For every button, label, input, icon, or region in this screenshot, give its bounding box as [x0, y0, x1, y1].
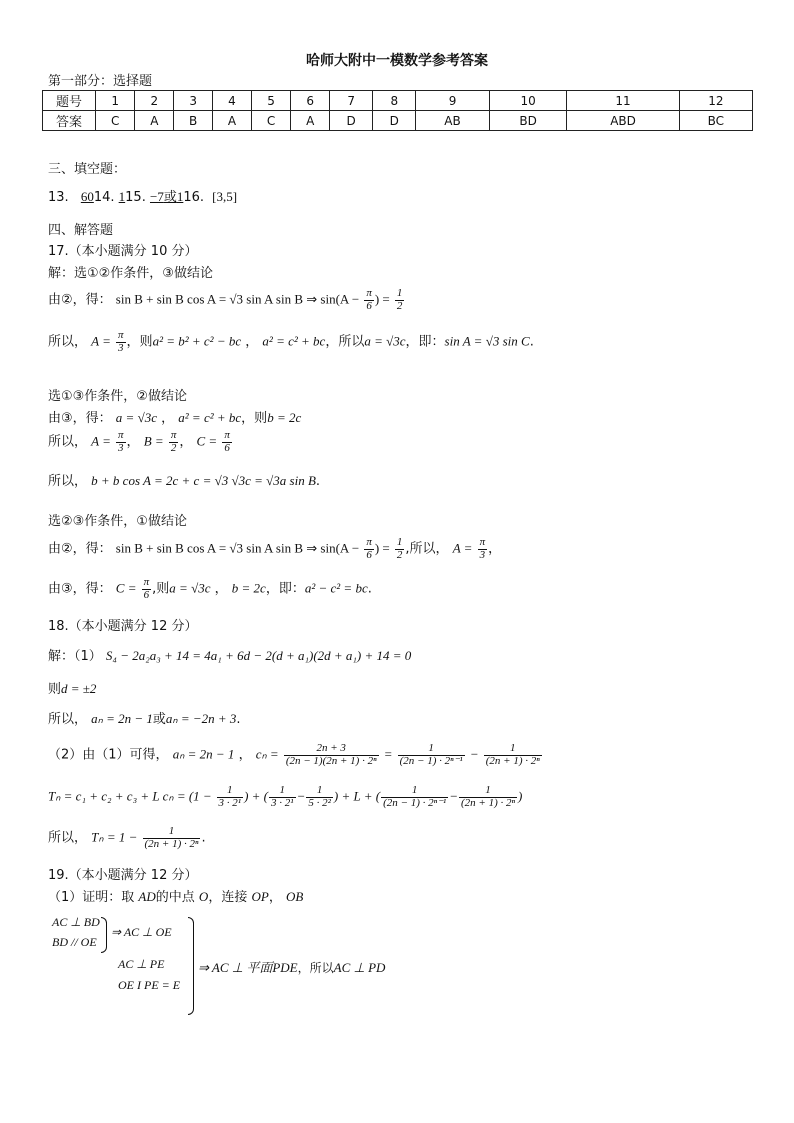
- fraction-tn: [143, 826, 201, 850]
- question-number-8: 8: [373, 91, 416, 111]
- fill-in-answers: [48, 186, 237, 205]
- denominator: (2n − 1) · 2ⁿ⁻¹: [399, 754, 463, 767]
- equation: b + b cos A = 2c + c = √3 √3c = √3a sin B: [91, 473, 316, 488]
- question-number-5: 5: [251, 91, 290, 111]
- fraction-cn: [284, 743, 379, 767]
- q17-case2-line2: [48, 430, 233, 454]
- denominator: 6: [224, 441, 230, 454]
- denominator: (2n + 1) · 2ⁿ: [144, 837, 199, 850]
- fraction-1-2: [395, 537, 405, 561]
- text: 或: [152, 712, 166, 727]
- fraction-pi-3: [116, 430, 126, 454]
- numerator: 1: [143, 826, 201, 839]
- q19-part1-line1: [48, 886, 303, 905]
- part4-label: 四、解答题: [48, 223, 114, 238]
- denominator: 3: [118, 341, 124, 354]
- numerator: π: [143, 576, 150, 588]
- equation: =: [383, 746, 393, 762]
- equation: b = 2c: [231, 580, 266, 596]
- q19-r2: BD // OE: [52, 935, 97, 949]
- q17-case3-line1: [48, 537, 501, 561]
- question-number-4: 4: [213, 91, 252, 111]
- q18-heading: 18.（本小题满分 12 分）: [48, 619, 198, 634]
- answer-11: ABD: [567, 111, 679, 131]
- numerator: 1: [381, 785, 448, 798]
- table-row-numbers: [43, 91, 753, 111]
- denominator: 3: [118, 441, 124, 454]
- question-number-12: 12: [679, 91, 752, 111]
- question-number-11: 11: [567, 91, 679, 111]
- equation: aₙ = 2n − 1: [91, 711, 153, 726]
- part1-label: 第一部分：选择题: [48, 74, 153, 89]
- equation: ) + (: [244, 788, 269, 804]
- denominator: (2n + 1) · 2ⁿ: [460, 796, 515, 809]
- q13-answer: 60: [80, 189, 94, 204]
- text: 由③，得：: [48, 581, 112, 597]
- row-label-number: 题号: [43, 91, 96, 111]
- equation: ) =: [374, 291, 390, 307]
- fraction-pi-6: [222, 430, 232, 454]
- q18-part2-line3: [48, 826, 206, 850]
- equation: S₄ − 2a₂a₃ + 14 = 4a₁ + 6d − 2(d + a₁)(2d + a₁) + 14 = 0: [105, 648, 412, 663]
- text: ，则: [126, 334, 153, 350]
- numerator: 1: [398, 743, 465, 756]
- fraction-term2: [484, 743, 542, 767]
- text: .: [201, 830, 206, 846]
- equation: O: [198, 889, 209, 904]
- denominator: 2: [396, 299, 403, 312]
- q16-num: 16.: [183, 190, 205, 205]
- q19-r6-line: [198, 957, 385, 976]
- q16-answer: [3,5]: [212, 189, 238, 204]
- fraction-term1: [398, 743, 465, 767]
- text: ，: [245, 334, 259, 350]
- part3-label: 三、填空题：: [48, 162, 127, 177]
- text: .: [236, 712, 241, 727]
- equation: C =: [115, 580, 137, 596]
- equation: B =: [143, 433, 164, 449]
- table-row-answers: [43, 111, 753, 131]
- text: 的中点: [155, 890, 195, 905]
- answer-10: BD: [489, 111, 567, 131]
- q14-num: 14.: [93, 190, 115, 205]
- fraction-f5: [459, 785, 517, 809]
- text: （2）由（1）可得，: [48, 747, 169, 763]
- q18-part1-line2: [48, 678, 96, 697]
- q17-case1-line1: [48, 288, 405, 312]
- equation: A =: [91, 433, 111, 449]
- numerator: π: [118, 429, 124, 441]
- page-title: 哈师大附中一模数学参考答案: [306, 53, 488, 69]
- denominator: 2: [170, 441, 177, 454]
- equation: ): [517, 788, 523, 804]
- text: 由②，得：: [48, 541, 112, 557]
- numerator: π: [118, 329, 124, 341]
- text: 由③，得：: [48, 411, 112, 426]
- question-number-10: 10: [489, 91, 567, 111]
- denominator: 5 · 2²: [308, 796, 331, 809]
- equation: sin B + sin B cos A = √3 sin A sin B ⇒ sin(A −: [115, 540, 360, 556]
- text: ,所以，: [405, 541, 449, 557]
- text: .: [529, 334, 534, 350]
- q17-heading: 17.（本小题满分 10 分）: [48, 244, 198, 259]
- text: 解：（1）: [48, 649, 102, 664]
- denominator: 3: [479, 548, 486, 561]
- fraction-f3: [306, 785, 333, 809]
- text: 所以，: [48, 474, 88, 489]
- q13-num: 13.: [48, 190, 69, 205]
- answer-12: BC: [679, 111, 752, 131]
- equation: −: [449, 788, 458, 804]
- fraction-pi-6: [364, 288, 374, 312]
- equation: aₙ = −2n + 3: [165, 711, 237, 726]
- equation: a² − c² = bc: [304, 580, 368, 596]
- text: ，: [161, 411, 175, 426]
- equation: d = ±2: [61, 681, 97, 696]
- numerator: π: [224, 429, 230, 441]
- denominator: (2n − 1)(2n + 1) · 2ⁿ: [285, 754, 377, 767]
- answer-1: C: [96, 111, 135, 131]
- equation: Tₙ = 1 −: [91, 829, 138, 845]
- q19-r1: AC ⊥ BD: [52, 915, 100, 929]
- q15-answer-a: −7: [149, 189, 164, 204]
- denominator: 3 · 2¹: [271, 796, 294, 809]
- numerator: 1: [484, 743, 542, 756]
- q18-part1-line3: [48, 708, 241, 727]
- equation: −: [296, 788, 306, 804]
- question-number-6: 6: [291, 91, 330, 111]
- fraction-f2: [269, 785, 296, 809]
- text: ，: [214, 581, 228, 597]
- numerator: 1: [306, 785, 333, 798]
- answer-4: A: [213, 111, 252, 131]
- question-number-7: 7: [330, 91, 373, 111]
- denominator: 6: [143, 588, 150, 601]
- text: 所以，: [48, 334, 88, 350]
- text: ,则: [152, 581, 170, 597]
- denominator: 2: [396, 548, 403, 561]
- fraction-pi-2: [169, 430, 179, 454]
- numerator: π: [366, 536, 372, 548]
- q15-answer-b: 1: [176, 189, 184, 204]
- answer-5: C: [251, 111, 290, 131]
- equation: AD: [138, 889, 156, 904]
- equation: a = √3c: [115, 410, 157, 425]
- text: .: [367, 581, 372, 597]
- q19-heading: 19.（本小题满分 12 分）: [48, 868, 198, 883]
- text: ，连接: [208, 890, 248, 905]
- equation: A =: [452, 540, 473, 556]
- equation: OB: [285, 889, 304, 904]
- answer-table: [42, 90, 753, 131]
- question-number-1: 1: [96, 91, 135, 111]
- fraction-pi-3: [478, 537, 488, 561]
- equation: sin B + sin B cos A = √3 sin A sin B ⇒ sin(A −: [115, 291, 360, 307]
- numerator: π: [170, 429, 177, 441]
- q15-num: 15.: [125, 190, 146, 205]
- numerator: 1: [269, 785, 296, 798]
- text: ，所以: [297, 961, 334, 975]
- equation: C =: [196, 433, 218, 449]
- equation: ) + L + (: [333, 788, 381, 804]
- numerator: 1: [396, 536, 403, 548]
- equation: Tₙ = c₁ + c₂ + c₃ + L cₙ = (1 −: [48, 788, 212, 804]
- numerator: π: [479, 536, 486, 548]
- q17-case2-line1: [48, 407, 301, 426]
- fraction-f4: [381, 785, 448, 809]
- text: ，即：: [405, 334, 445, 350]
- numerator: 2n + 3: [284, 743, 379, 756]
- denominator: 6: [366, 548, 372, 561]
- q17-case3-title: 选②③作条件，①做结论: [48, 514, 187, 529]
- fraction-pi-3: [116, 330, 126, 354]
- equation: −: [469, 746, 479, 762]
- row-label-answer: 答案: [43, 111, 96, 131]
- equation: a² = b² + c² − bc: [152, 333, 242, 349]
- fraction-1-2: [395, 288, 405, 312]
- q19-r3: ⇒ AC ⊥ OE: [111, 925, 172, 939]
- text: ，: [179, 434, 193, 450]
- text: ，则: [241, 411, 268, 426]
- question-number-3: 3: [174, 91, 213, 111]
- q17-case1-line2: [48, 330, 534, 354]
- numerator: 1: [459, 785, 517, 798]
- numerator: π: [366, 287, 372, 299]
- text: 由②，得：: [48, 292, 112, 308]
- numerator: 1: [217, 785, 244, 798]
- brace-large: [188, 917, 194, 1015]
- text: 所以，: [48, 830, 88, 846]
- q17-case2-line3: [48, 470, 320, 489]
- text: ，即：: [265, 581, 305, 597]
- text: 所以，: [48, 434, 88, 450]
- text: （1）证明：取: [48, 890, 135, 905]
- q18-part2-line1: [48, 743, 543, 767]
- denominator: 6: [366, 299, 372, 312]
- equation: a² = c² + bc: [178, 410, 242, 425]
- answer-6: A: [291, 111, 330, 131]
- question-number-9: 9: [416, 91, 489, 111]
- q17-case1-title: 解：选①②作条件，③做结论: [48, 266, 213, 281]
- q18-part1-line1: [48, 645, 411, 664]
- fraction-pi-6: [364, 537, 374, 561]
- brace-small: [101, 917, 107, 953]
- equation: b = 2c: [267, 410, 302, 425]
- denominator: 3 · 2¹: [218, 796, 242, 809]
- equation: ⇒ AC ⊥ 平面PDE: [198, 960, 298, 975]
- denominator: (2n − 1) · 2ⁿ⁻¹: [383, 796, 447, 809]
- text: ，所以: [325, 334, 365, 350]
- q19-r5: OE I PE = E: [118, 978, 181, 992]
- answer-8: D: [373, 111, 416, 131]
- equation: AC ⊥ PD: [333, 960, 386, 975]
- text: ，: [238, 747, 252, 763]
- text: ，: [268, 890, 282, 905]
- q14-answer: 1: [118, 189, 126, 204]
- equation: cₙ =: [255, 746, 279, 762]
- q17-case2-title: 选①③作条件，②做结论: [48, 389, 187, 404]
- equation: ) =: [374, 540, 390, 556]
- fraction-pi-6: [142, 577, 152, 601]
- equation: OP: [251, 889, 269, 904]
- numerator: 1: [396, 287, 403, 299]
- equation: sin A = √3 sin C: [444, 333, 530, 349]
- q19-r4: AC ⊥ PE: [118, 957, 165, 971]
- answer-7: D: [330, 111, 373, 131]
- q15-or: 或: [163, 190, 177, 205]
- equation: a = √3c: [169, 580, 211, 596]
- equation: aₙ = 2n − 1: [172, 746, 235, 762]
- text: 则: [48, 682, 62, 697]
- text: .: [315, 474, 321, 489]
- denominator: (2n + 1) · 2ⁿ: [485, 754, 540, 767]
- question-number-2: 2: [135, 91, 174, 111]
- answer-3: B: [174, 111, 213, 131]
- text: 所以，: [48, 712, 88, 727]
- answer-2: A: [135, 111, 174, 131]
- fraction-f1: [217, 785, 244, 809]
- text: ，: [126, 434, 140, 450]
- equation: a² = c² + bc: [262, 333, 326, 349]
- equation: A =: [91, 333, 111, 349]
- q18-part2-line2: [48, 785, 522, 809]
- equation: a = √3c: [364, 333, 406, 349]
- text: ，: [488, 541, 502, 557]
- answer-9: AB: [416, 111, 489, 131]
- q17-case3-line2: [48, 577, 372, 601]
